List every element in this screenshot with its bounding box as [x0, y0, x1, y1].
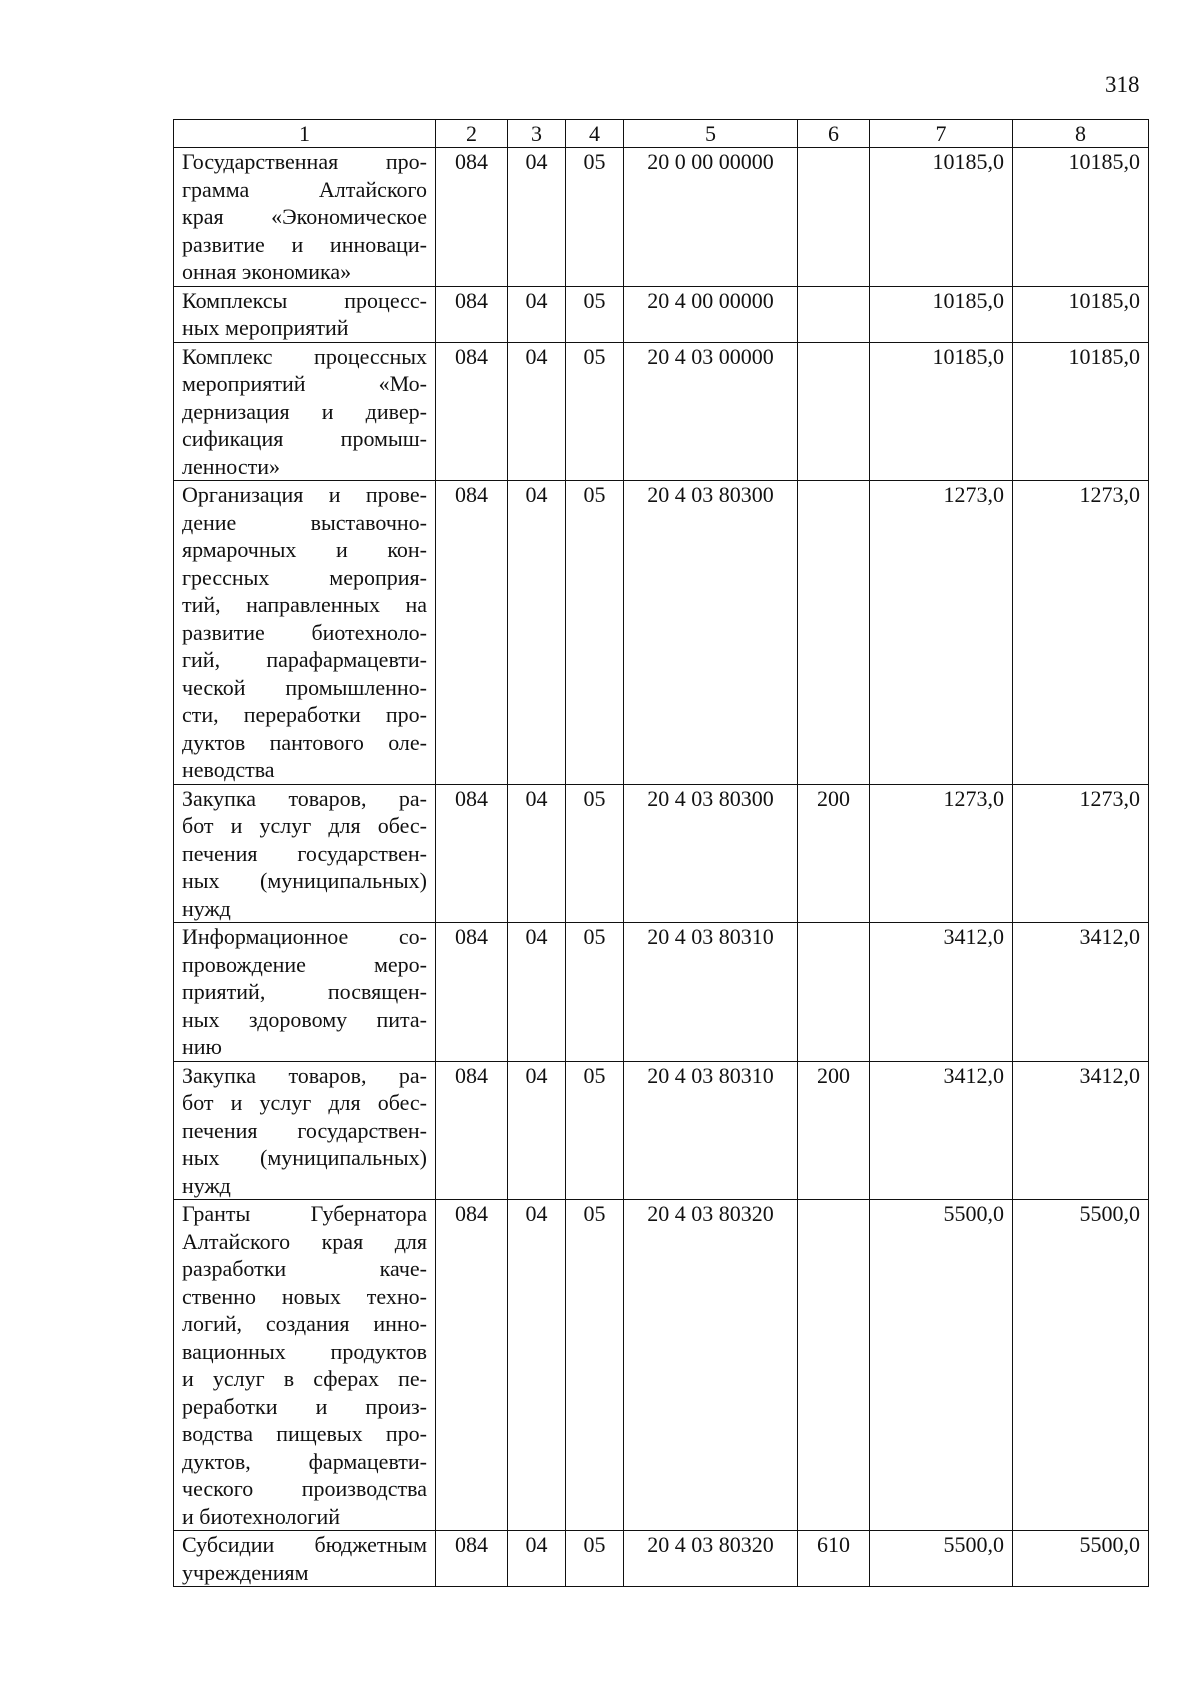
- cell-sum-year-1: 5500,0: [870, 1200, 1013, 1531]
- cell-subsection: 05: [566, 1061, 624, 1200]
- cell-expense-type: [798, 1200, 870, 1531]
- cell-target-article: 20 4 03 80320: [624, 1531, 798, 1587]
- table-row: [174, 1200, 1149, 1531]
- item-name-line: и биотехнологий: [182, 1503, 341, 1529]
- cell-section: 04: [508, 1531, 566, 1587]
- item-name-line: Субсидии бюджетным: [182, 1532, 427, 1557]
- item-name-line: ных (муниципальных): [182, 1145, 427, 1170]
- item-name-line: грамма Алтайского: [182, 176, 427, 202]
- column-header: 6: [798, 120, 870, 148]
- cell-section: 04: [508, 286, 566, 342]
- cell-target-article: 20 4 03 80320: [624, 1200, 798, 1531]
- cell-expense-type: 200: [798, 784, 870, 923]
- table-row: [174, 1061, 1149, 1200]
- cell-admin-code: 084: [436, 286, 508, 342]
- cell-sum-year-1: 10185,0: [870, 286, 1013, 342]
- item-name-line: мероприятий «Мо-: [182, 371, 427, 396]
- cell-expense-type: 200: [798, 1061, 870, 1200]
- item-name-line: ных здоровому пита-: [182, 1006, 427, 1032]
- column-header: 1: [174, 120, 436, 148]
- cell-section: 04: [508, 481, 566, 785]
- item-name-line: ленности»: [182, 453, 280, 479]
- table-body: [174, 148, 1149, 1587]
- item-name-line: дуктов пантового оле-: [182, 729, 427, 755]
- cell-item-name: [174, 342, 436, 481]
- cell-sum-year-1: 1273,0: [870, 784, 1013, 923]
- cell-sum-year-2: 10185,0: [1013, 148, 1149, 287]
- cell-admin-code: 084: [436, 148, 508, 287]
- cell-section: 04: [508, 784, 566, 923]
- table-header-row: [174, 120, 1149, 148]
- item-name-line: нию: [182, 1034, 222, 1059]
- item-name-line: гий, парафармацевти-: [182, 647, 427, 672]
- item-name-line: сификация промыш-: [182, 426, 427, 451]
- cell-sum-year-2: 1273,0: [1013, 784, 1149, 923]
- cell-target-article: 20 4 03 80300: [624, 784, 798, 923]
- cell-target-article: 20 4 03 80300: [624, 481, 798, 785]
- item-name-line: ственно новых техно-: [182, 1283, 427, 1309]
- cell-subsection: 05: [566, 481, 624, 785]
- cell-expense-type: [798, 481, 870, 785]
- table-row: [174, 148, 1149, 287]
- cell-subsection: 05: [566, 923, 624, 1062]
- item-name-line: ярмарочных и кон-: [182, 537, 427, 562]
- cell-admin-code: 084: [436, 481, 508, 785]
- item-name-line: дернизация и дивер-: [182, 398, 427, 424]
- cell-item-name: [174, 286, 436, 342]
- column-header: 7: [870, 120, 1013, 148]
- item-name-line: реработки и произ-: [182, 1393, 427, 1419]
- page-number: 318: [1105, 72, 1140, 97]
- cell-subsection: 05: [566, 1531, 624, 1587]
- item-name-line: края «Экономическое: [182, 204, 427, 229]
- item-name-line: печения государствен-: [182, 840, 427, 866]
- cell-sum-year-1: 3412,0: [870, 1061, 1013, 1200]
- table-row: [174, 286, 1149, 342]
- item-name-line: Гранты Губернатора: [182, 1201, 427, 1226]
- cell-target-article: 20 4 00 00000: [624, 286, 798, 342]
- item-name-line: учреждениям: [182, 1559, 309, 1585]
- item-name-line: разработки каче-: [182, 1256, 427, 1281]
- cell-section: 04: [508, 148, 566, 287]
- item-name-line: и услуг в сферах пе-: [182, 1366, 427, 1391]
- cell-expense-type: [798, 923, 870, 1062]
- cell-item-name: [174, 1531, 436, 1587]
- item-name-line: ных (муниципальных): [182, 868, 427, 893]
- cell-sum-year-1: 10185,0: [870, 148, 1013, 287]
- cell-admin-code: 084: [436, 1061, 508, 1200]
- cell-section: 04: [508, 1061, 566, 1200]
- item-name-line: печения государствен-: [182, 1117, 427, 1143]
- cell-sum-year-2: 10185,0: [1013, 342, 1149, 481]
- cell-sum-year-2: 1273,0: [1013, 481, 1149, 785]
- budget-table: [173, 119, 1149, 1587]
- item-name-line: Государственная про-: [182, 149, 427, 174]
- cell-sum-year-1: 3412,0: [870, 923, 1013, 1062]
- item-name-line: Алтайского края для: [182, 1228, 427, 1254]
- table-row: [174, 1531, 1149, 1587]
- column-header: 2: [436, 120, 508, 148]
- item-name-line: водства пищевых про-: [182, 1421, 427, 1446]
- column-header: 5: [624, 120, 798, 148]
- cell-subsection: 05: [566, 784, 624, 923]
- item-name-line: дуктов, фармацевти-: [182, 1448, 427, 1474]
- cell-item-name: [174, 481, 436, 785]
- column-header: 8: [1013, 120, 1149, 148]
- item-name-line: нужд: [182, 895, 231, 921]
- item-name-line: приятий, посвящен-: [182, 979, 427, 1004]
- cell-sum-year-1: 10185,0: [870, 342, 1013, 481]
- cell-admin-code: 084: [436, 923, 508, 1062]
- cell-subsection: 05: [566, 342, 624, 481]
- cell-sum-year-2: 3412,0: [1013, 1061, 1149, 1200]
- item-name-line: Комплекс процессных: [182, 343, 427, 369]
- item-name-line: ческой промышленно-: [182, 674, 427, 700]
- table-row: [174, 784, 1149, 923]
- cell-expense-type: [798, 342, 870, 481]
- cell-sum-year-1: 5500,0: [870, 1531, 1013, 1587]
- item-name-line: тий, направленных на: [182, 592, 427, 617]
- cell-section: 04: [508, 342, 566, 481]
- cell-sum-year-1: 1273,0: [870, 481, 1013, 785]
- cell-sum-year-2: 5500,0: [1013, 1531, 1149, 1587]
- item-name-line: вационных продуктов: [182, 1338, 427, 1364]
- cell-target-article: 20 4 03 80310: [624, 1061, 798, 1200]
- item-name-line: сти, переработки про-: [182, 702, 427, 727]
- item-name-line: Информационное со-: [182, 924, 427, 949]
- cell-admin-code: 084: [436, 342, 508, 481]
- item-name-line: ных мероприятий: [182, 315, 349, 340]
- cell-subsection: 05: [566, 1200, 624, 1531]
- cell-item-name: [174, 148, 436, 287]
- cell-subsection: 05: [566, 286, 624, 342]
- cell-admin-code: 084: [436, 1531, 508, 1587]
- item-name-line: Комплексы процесс-: [182, 287, 427, 313]
- cell-expense-type: [798, 286, 870, 342]
- item-name-line: дение выставочно-: [182, 509, 427, 535]
- item-name-line: ческого производства: [182, 1476, 427, 1501]
- table-row: [174, 923, 1149, 1062]
- cell-section: 04: [508, 923, 566, 1062]
- cell-subsection: 05: [566, 148, 624, 287]
- item-name-line: развитие биотехноло-: [182, 619, 427, 645]
- column-header: 4: [566, 120, 624, 148]
- cell-target-article: 20 4 03 00000: [624, 342, 798, 481]
- cell-sum-year-2: 3412,0: [1013, 923, 1149, 1062]
- cell-target-article: 20 0 00 00000: [624, 148, 798, 287]
- cell-item-name: [174, 784, 436, 923]
- cell-section: 04: [508, 1200, 566, 1531]
- cell-item-name: [174, 1200, 436, 1531]
- table-row: [174, 342, 1149, 481]
- cell-target-article: 20 4 03 80310: [624, 923, 798, 1062]
- cell-sum-year-2: 10185,0: [1013, 286, 1149, 342]
- item-name-line: Закупка товаров, ра-: [182, 1062, 427, 1088]
- item-name-line: бот и услуг для обес-: [182, 813, 427, 838]
- item-name-line: Закупка товаров, ра-: [182, 785, 427, 811]
- cell-admin-code: 084: [436, 1200, 508, 1531]
- item-name-line: бот и услуг для обес-: [182, 1090, 427, 1115]
- item-name-line: Организация и прове-: [182, 482, 427, 507]
- cell-expense-type: [798, 148, 870, 287]
- item-name-line: онная экономика»: [182, 259, 352, 284]
- item-name-line: грессных мероприя-: [182, 564, 427, 590]
- cell-sum-year-2: 5500,0: [1013, 1200, 1149, 1531]
- column-header: 3: [508, 120, 566, 148]
- item-name-line: провождение меро-: [182, 951, 427, 977]
- cell-admin-code: 084: [436, 784, 508, 923]
- item-name-line: нужд: [182, 1172, 231, 1198]
- cell-item-name: [174, 1061, 436, 1200]
- item-name-line: развитие и инноваци-: [182, 231, 427, 257]
- item-name-line: логий, создания инно-: [182, 1311, 427, 1336]
- table-row: [174, 481, 1149, 785]
- cell-item-name: [174, 923, 436, 1062]
- cell-expense-type: 610: [798, 1531, 870, 1587]
- item-name-line: неводства: [182, 757, 275, 782]
